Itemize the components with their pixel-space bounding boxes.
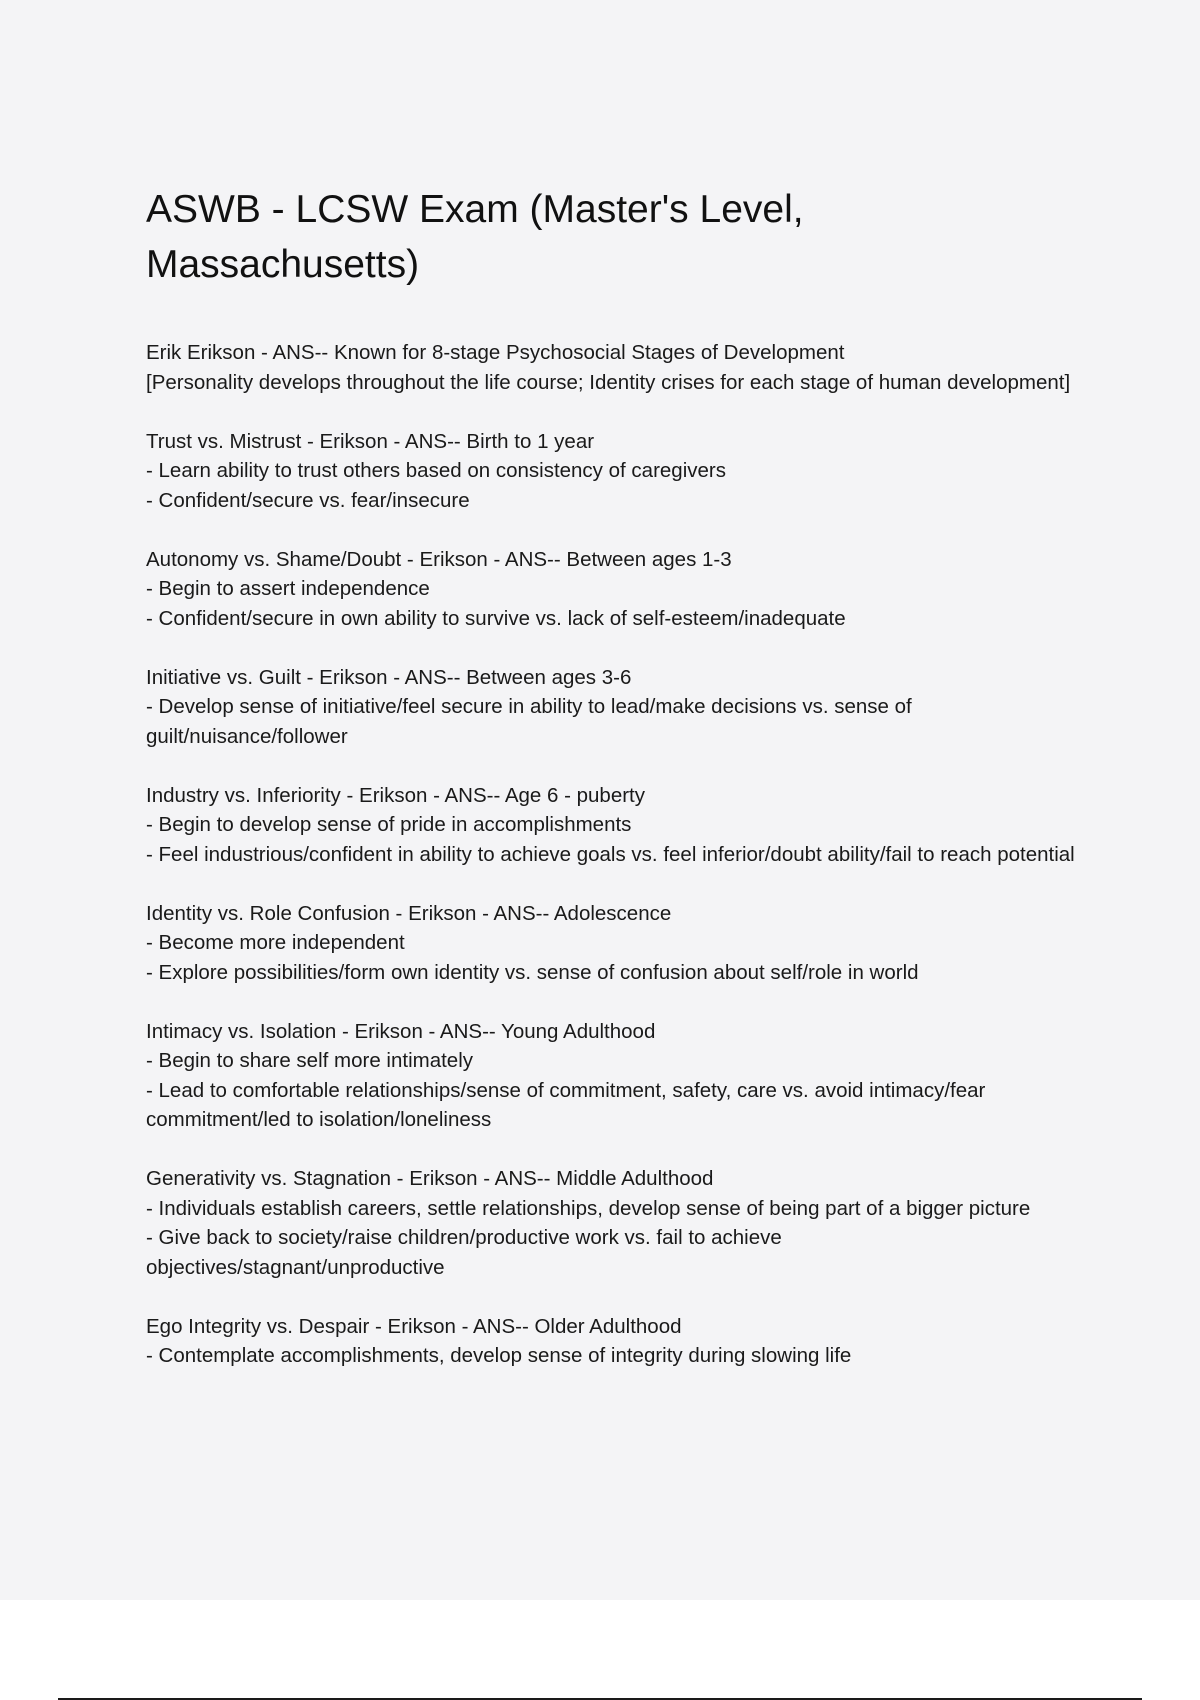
entry-term-line: Intimacy vs. Isolation - Erikson - ANS-- Young Adulthood: [146, 1019, 656, 1043]
entry-detail-line: - Individuals establish careers, settle relationships, develop sense of being part of a bigger picture: [146, 1196, 1031, 1220]
entry-detail-line: - Contemplate accomplishments, develop sense of integrity during slowing life: [146, 1344, 852, 1367]
entry-detail-line: - Lead to comfortable relationships/sense of commitment, safety, care vs. avoid intimacy/fear commitment/led to isolation/loneliness: [146, 1078, 986, 1131]
entry-detail-line: - Become more independent: [146, 931, 405, 954]
entry-detail-line: - Begin to share self more intimately: [146, 1049, 473, 1072]
entry-detail-line: - Learn ability to trust others based on consistency of caregivers: [146, 459, 726, 482]
entry-term-line: Initiative vs. Guilt - Erikson - ANS-- Between ages 3-6: [146, 665, 632, 689]
entry-detail-line: - Begin to develop sense of pride in accomplishments: [146, 813, 632, 836]
entry-detail-line: - Confident/secure vs. fear/insecure: [146, 488, 470, 512]
flashcard-entry: [146, 899, 1076, 988]
document-content: [146, 182, 1076, 1400]
entry-detail-line: - Develop sense of initiative/feel secure in ability to lead/make decisions vs. sense of guilt/nuisance/follower: [146, 695, 912, 748]
flashcard-entry: [146, 427, 1076, 516]
flashcard-entry: [146, 1164, 1076, 1282]
entry-term-line: Ego Integrity vs. Despair - Erikson - ANS-- Older Adulthood: [146, 1314, 682, 1338]
flashcard-entry: [146, 1312, 1076, 1371]
entry-term-line: Identity vs. Role Confusion - Erikson - ANS-- Adolescence: [146, 901, 672, 925]
entry-detail-line: - Explore possibilities/form own identity vs. sense of confusion about self/role in world: [146, 960, 919, 984]
entry-detail-line: - Give back to society/raise children/productive work vs. fail to achieve objectives/stagnant/unproductive: [146, 1226, 782, 1279]
entry-term-line: Industry vs. Inferiority - Erikson - ANS-- Age 6 - puberty: [146, 783, 646, 807]
entry-term-line: Autonomy vs. Shame/Doubt - Erikson - ANS-- Between ages 1-3: [146, 547, 732, 571]
entry-term-line: Erik Erikson - ANS-- Known for 8-stage Psychosocial Stages of Development: [146, 341, 845, 364]
entry-term-line: Trust vs. Mistrust - Erikson - ANS-- Birth to 1 year: [146, 429, 595, 453]
entry-detail-line: - Feel industrious/confident in ability to achieve goals vs. feel inferior/doubt ability/fail to reach potential: [146, 842, 1075, 866]
flashcard-entry: [146, 781, 1076, 870]
entry-term-line: Generativity vs. Stagnation - Erikson - ANS-- Middle Adulthood: [146, 1167, 714, 1190]
flashcard-entry: [146, 545, 1076, 634]
flashcard-entry: [146, 1017, 1076, 1135]
entry-detail-line: - Begin to assert independence: [146, 577, 430, 600]
flashcard-entry: [146, 663, 1076, 752]
document-title: ASWB - LCSW Exam (Master's Level, Massachusetts): [146, 188, 804, 286]
entry-detail-line: - Confident/secure in own ability to survive vs. lack of self-esteem/inadequate: [146, 606, 846, 630]
flashcard-entry: [146, 338, 1076, 397]
entry-detail-line: [Personality develops throughout the life course; Identity crises for each stage of human development]: [146, 370, 1071, 394]
